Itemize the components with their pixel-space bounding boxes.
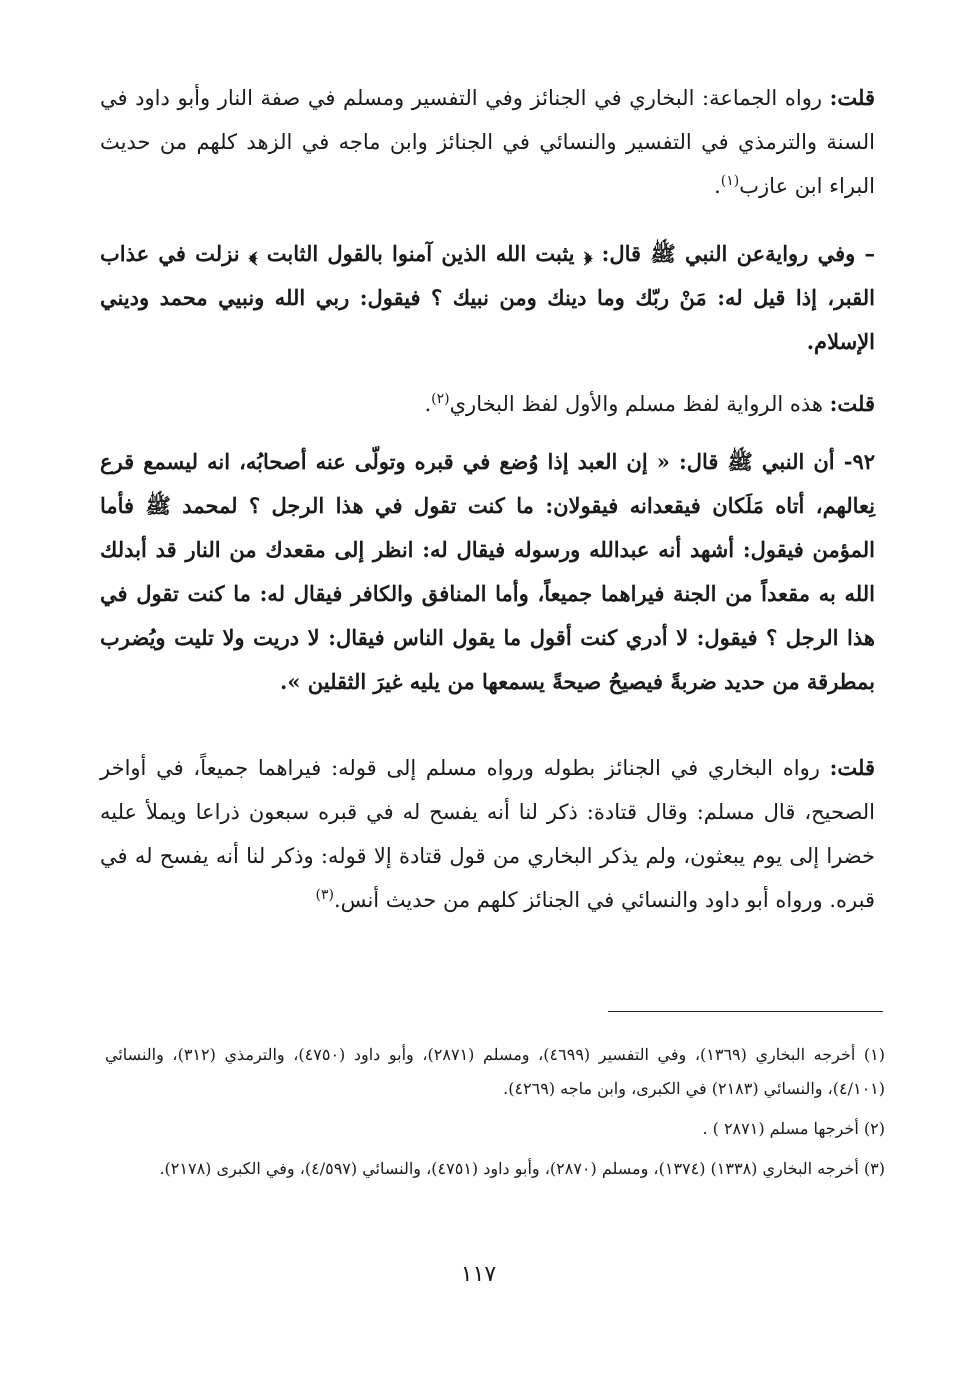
footnote-separator [608,1011,883,1012]
paragraph-lead: قلت: [829,755,875,780]
paragraph-end: . [714,174,721,198]
footnote-ref: (١) [720,173,740,189]
paragraph-lead: قلت: [829,85,875,110]
paragraph-text: رواه الجماعة: البخاري في الجنائز وفي التفسير ومسلم في صفة النار وأبو داود في السنة والترمذي في التفسير والنسائي في الجنائز وابن ماجه في الزهد كلهم من حديث البراء ابن عازب [100,86,875,198]
footnote-ref: (٢) [431,391,450,407]
commentary-paragraph-2 [100,382,875,426]
commentary-paragraph-1 [100,76,875,208]
hadith-variant-paragraph [100,232,875,364]
footnote-2: (٢) أخرجها مسلم (٢٨٧١ ) . [702,1119,885,1138]
footnote-ref: (٣) [315,887,334,903]
paragraph-lead: قلت: [829,391,875,416]
paragraph-text: – وفي روايةعن النبي ﷺ قال: ﴿ يثبت الله الذين آمنوا بالقول الثابت ﴾ نزلت في عذاب القبر، إذا قيل له: مَنْ ربّك وما دينك ومن نبيك ؟ فيقول: ربي الله ونبيي محمد وديني الإسلام. [100,241,875,354]
footnote-3: (٣) أخرجه البخاري (١٣٣٨) (١٣٧٤)، ومسلم (٢٨٧٠)، وأبو داود (٤٧٥١)، والنسائي (٤/٥٩٧)، وفي الكبرى (٢١٧٨). [159,1159,885,1178]
paragraph-text: رواه البخاري في الجنائز بطوله ورواه مسلم إلى قوله: فيراهما جميعاً، في أواخر الصحيح، قال مسلم: وقال قتادة: ذكر لنا أنه يفسح له في قبره سبعون ذراعا ويملأ عليه خضرا إلى يوم يبعثون، ولم يذكر البخاري من قول قتادة إلا قوله: وذكر لنا أنه يفسح له في قبره. ورواه أبو داود والنسائي في الجنائز كلهم من حديث أنس. [100,756,875,912]
paragraph-text: هذه الرواية لفظ مسلم والأول لفظ البخاري [449,392,830,416]
paragraph-text: ٩٢- أن النبي ﷺ قال: « إن العبد إذا وُضع في قبره وتولّى عنه أصحابُه، انه ليسمع قرع نِعالهم، أتاه مَلَكان فيقعدانه فيقولان: ما كنت تقول في هذا الرجل ؟ لمحمد ﷺ فأما المؤمن فيقول: أشهد أنه عبدالله ورسوله فيقال له: انظر إلى مقعدك من النار قد أبدلك الله به مقعداً من الجنة فيراهما جميعاً، وأما المنافق والكافر فيقال له: ما كنت تقول في هذا الرجل ؟ فيقول: لا أدري كنت أقول ما يقول الناس فيقال: لا دريت ولا تليت ويُضرب بمطرقة من حديد ضربةً فيصيحُ صيحةً يسمعها من يليه غيرَ الثقلين ». [100,449,875,694]
page-number: ١١٧ [460,1262,497,1287]
paragraph-end: . [424,392,432,416]
footnote-1: (١) أخرجه البخاري (١٣٦٩)، وفي التفسير (٤٦٩٩)، ومسلم (٢٨٧١)، وأبو داود (٤٧٥٠)، والترمذي (٣١٢)، والنسائي (٤/١٠١)، والنسائي (٢١٨٣) في الكبرى، وابن ماجه (٤٢٦٩). [105,1045,886,1098]
hadith-92-paragraph [100,440,875,704]
footnotes [105,1038,885,1192]
commentary-paragraph-3 [100,746,875,922]
